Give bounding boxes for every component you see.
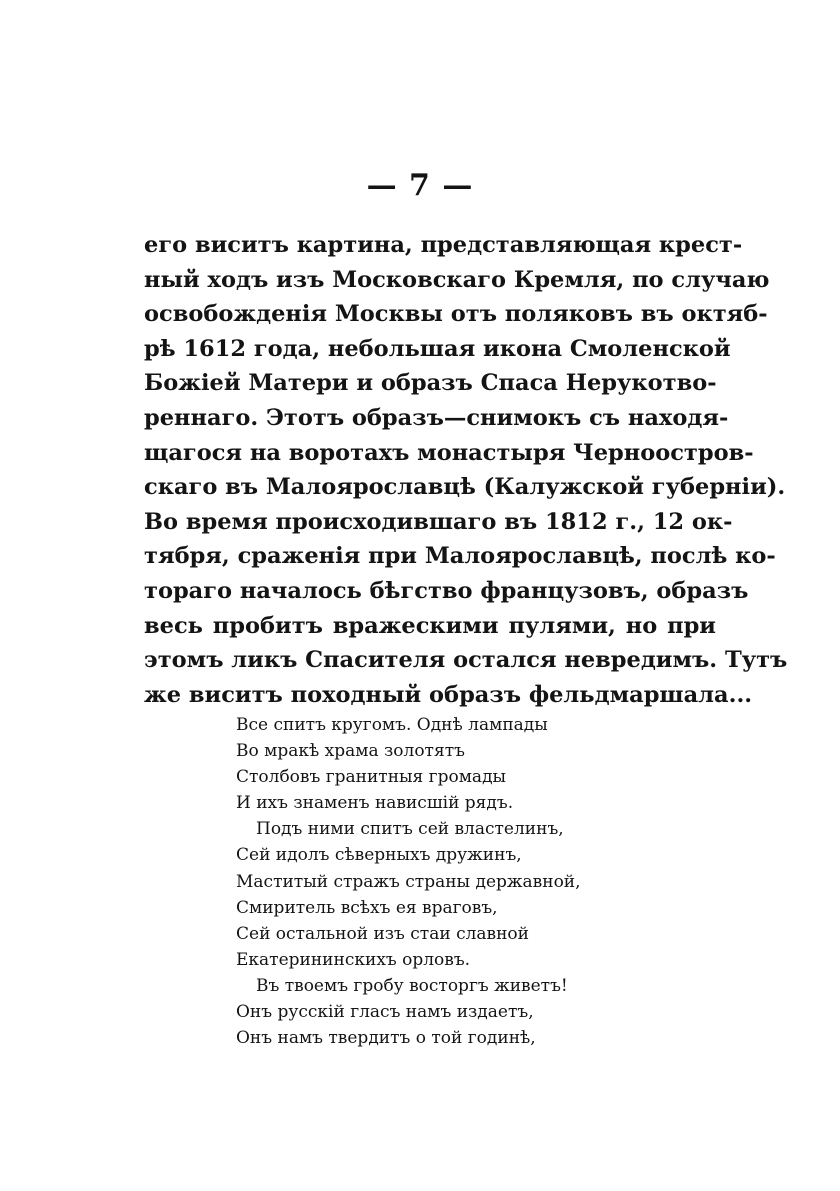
poem-line: Во мракѣ храма золотятъ	[236, 741, 465, 762]
poem-line: Смиритель всѣхъ ея враговъ,	[236, 897, 498, 918]
prose-line: весь пробитъ вражескими пулями, но при	[144, 612, 716, 639]
prose-paragraph	[144, 228, 788, 712]
prose-line: тораго началось бѣгство французовъ, образъ	[144, 577, 749, 604]
prose-line: Во время происходившаго въ 1812 г., 12 ок-	[144, 508, 733, 535]
poem-line: Сей идолъ сѣверныхъ дружинъ,	[236, 845, 522, 866]
prose-line: этомъ ликъ Спасителя остался невредимъ. Тутъ	[144, 647, 788, 674]
prose-line: щагося на воротахъ монастыря Черноостров-	[144, 439, 754, 466]
poem-line: Въ твоемъ гробу восторгъ живетъ!	[256, 975, 568, 996]
prose-line: реннаго. Этотъ образъ—снимокъ съ находя-	[144, 404, 729, 431]
poem-line: Онъ намъ твердитъ о той годинѣ,	[236, 1028, 536, 1049]
poem-line: Все спитъ кругомъ. Однѣ лампады	[236, 715, 548, 735]
poem-line: Маститый стражъ страны державной,	[236, 871, 581, 892]
prose-line: рѣ 1612 года, небольшая икона Смоленской	[144, 335, 731, 362]
poem-line: Екатерининскихъ орловъ.	[236, 949, 471, 970]
poem-line: И ихъ знаменъ нависшій рядъ.	[236, 793, 514, 814]
poem-line: Онъ русскій гласъ намъ издаетъ,	[236, 1002, 534, 1023]
poem-line: Столбовъ гранитныя громады	[236, 767, 507, 788]
poem-line: Сей остальной изъ стаи славной	[236, 923, 529, 944]
prose-line: же виситъ походный образъ фельдмаршала...	[144, 681, 753, 708]
prose-line: Божіей Матери и образъ Спаса Нерукотво-	[144, 370, 717, 397]
prose-line: тября, сраженія при Малоярославцѣ, послѣ ко-	[144, 543, 776, 570]
prose-line: скаго въ Малоярославцѣ (Калужской губерніи).	[144, 474, 786, 501]
poem-stanza	[236, 712, 616, 1051]
prose-line: освобожденія Москвы отъ поляковъ въ октяб-	[144, 301, 768, 328]
page-number: — 7 —	[366, 168, 474, 203]
prose-line: ный ходъ изъ Московскаго Кремля, по случаю	[144, 266, 770, 293]
prose-line: его виситъ картина, представляющая крест-	[144, 232, 743, 258]
poem-line: Подъ ними спитъ сей властелинъ,	[256, 819, 564, 840]
